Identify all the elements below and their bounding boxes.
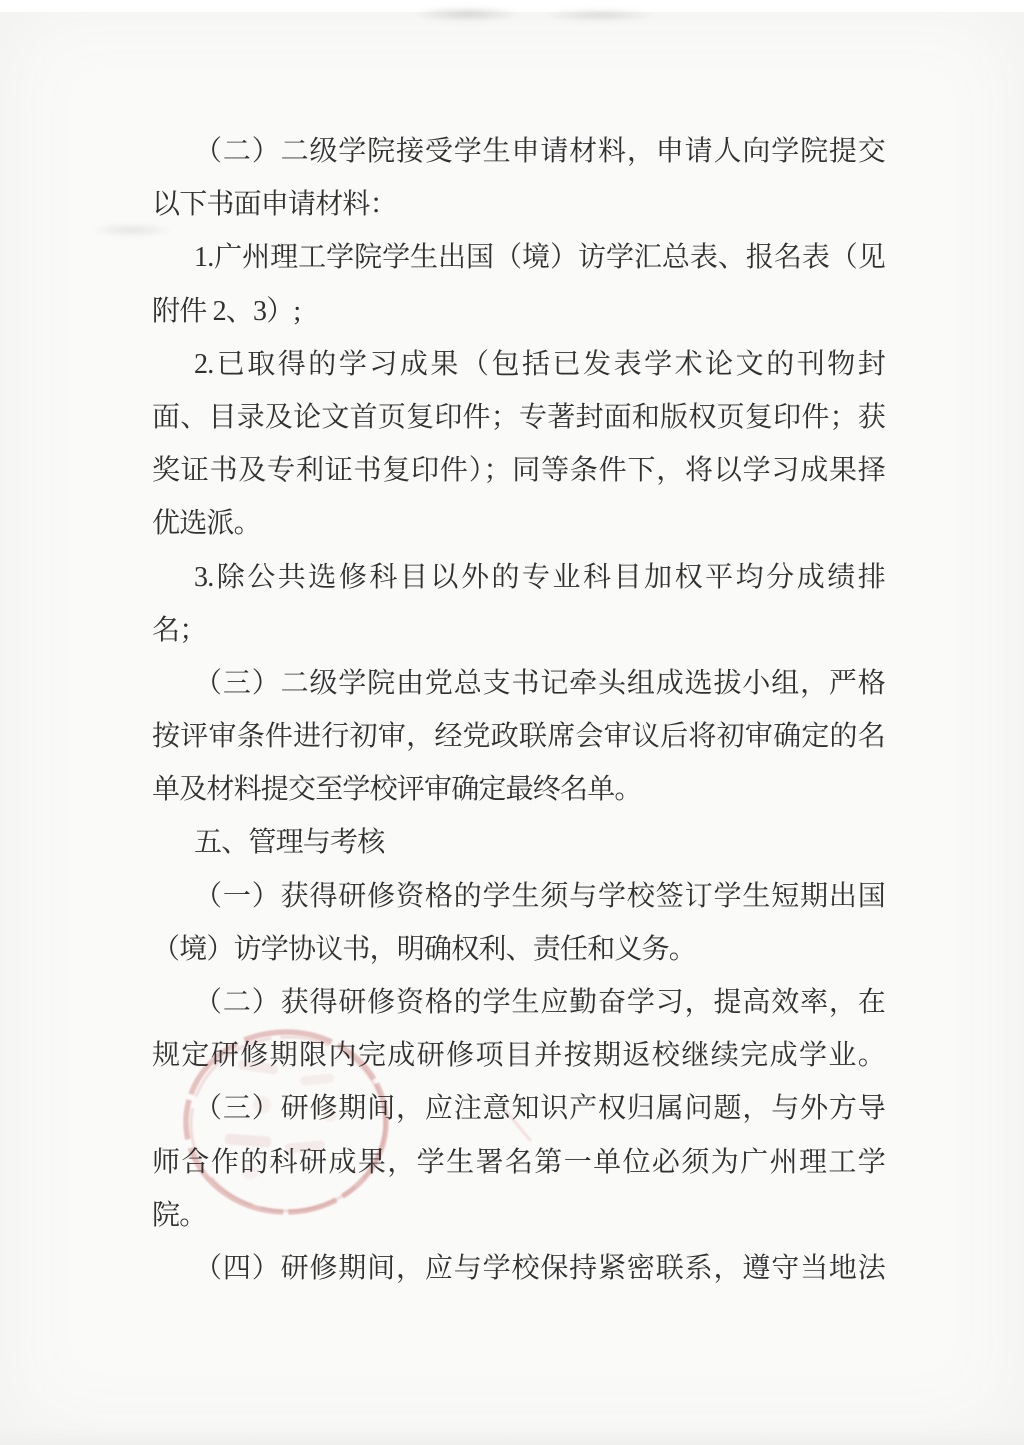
text-line: 3.除公共选修科目以外的专业科目加权平均分成绩排 <box>194 561 885 593</box>
text-line: （四）研修期间，应与学校保持紧密联系，遵守当地法 <box>194 1252 885 1284</box>
text-line: （二）获得研修资格的学生应勤奋学习，提高效率，在 <box>194 987 885 1018</box>
text-line: （三）研修期间，应注意知识产权归属问题，与外方导 <box>194 1093 885 1125</box>
text-line: 奖证书及专利证书复印件）；同等条件下，将以学习成果择 <box>152 455 885 487</box>
text-line: 1.广州理工学院学生出国（境）访学汇总表、报名表（见 <box>194 242 885 274</box>
text-line: （三）二级学院由党总支书记牵头组成选拔小组，严格 <box>194 667 885 699</box>
text-line: 单及材料提交至学校评审确定最终名单。 <box>152 774 642 806</box>
scan-smudge <box>412 6 522 22</box>
text-line: 附件 2、3）; <box>152 295 301 327</box>
scan-smudge <box>542 8 657 22</box>
text-line: （境）访学协议书，明确权利、责任和义务。 <box>152 933 697 965</box>
text-line: 面、目录及论文首页复印件；专著封面和版权页复印件；获 <box>152 401 885 433</box>
text-line: （二）二级学院接受学生申请材料，申请人向学院提交 <box>194 136 885 167</box>
text-line: 以下书面申请材料： <box>152 189 397 221</box>
text-line: 名； <box>152 614 207 646</box>
text-line: 院。 <box>152 1199 207 1231</box>
text-line: 优选派。 <box>152 508 261 540</box>
section-heading: 五、管理与考核 <box>194 827 385 859</box>
text-line: 规定研修期限内完成研修项目并按期返校继续完成学业。 <box>152 1040 885 1072</box>
document-text <box>152 125 885 1295</box>
text-line: （一）获得研修资格的学生须与学校签订学生短期出国 <box>194 880 885 912</box>
text-line: 按评审条件进行初审，经党政联席会审议后将初审确定的名 <box>152 721 885 753</box>
text-line: 师合作的科研成果，学生署名第一单位必须为广州理工学 <box>152 1146 885 1178</box>
text-line: 2.已取得的学习成果（包括已发表学术论文的刊物封 <box>194 348 885 380</box>
